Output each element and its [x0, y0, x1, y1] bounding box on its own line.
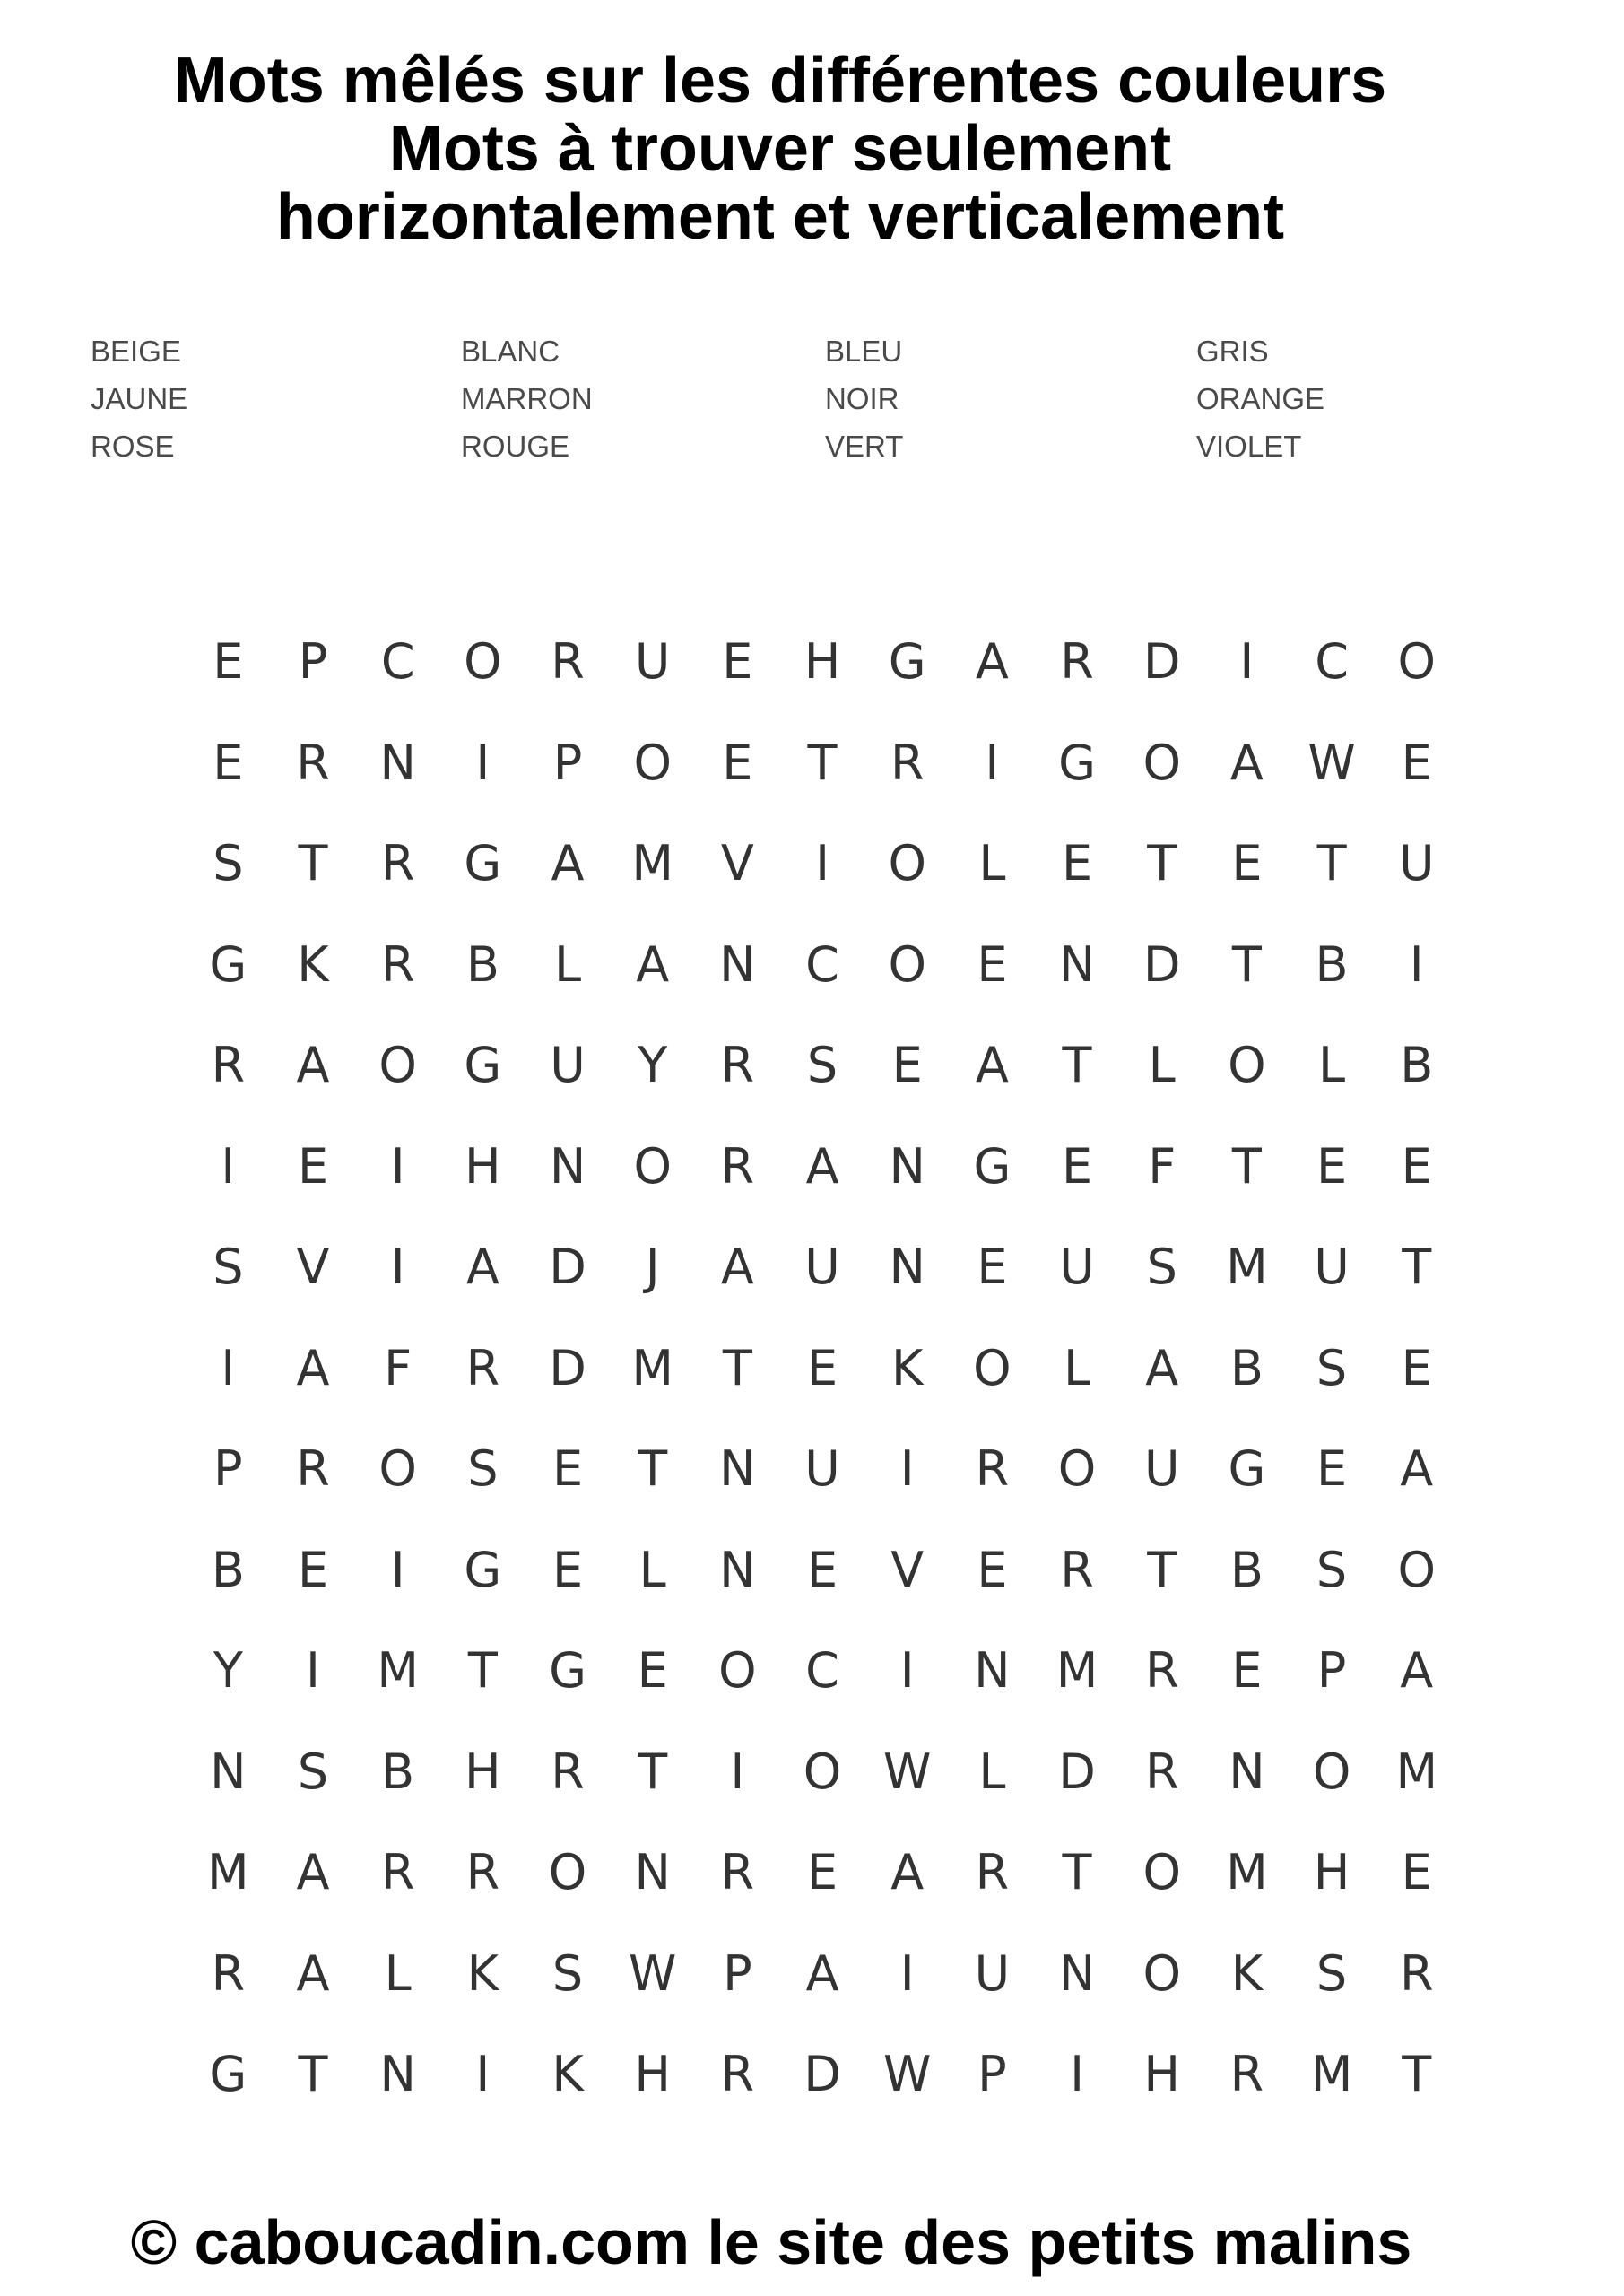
grid-letter: K	[891, 1339, 924, 1396]
grid-letter: T	[1231, 1137, 1262, 1195]
grid-letter: N	[1229, 1743, 1265, 1800]
word-item: VERT	[825, 430, 904, 463]
grid-letter: H	[634, 2046, 671, 2102]
grid-letter: P	[552, 734, 583, 791]
grid-letter: R	[551, 1743, 585, 1800]
grid-letter: T	[1062, 1037, 1092, 1093]
grid-letter: N	[1058, 1944, 1096, 2002]
grid-letter: T	[1147, 1541, 1177, 1598]
grid-row	[186, 635, 1459, 736]
grid-letter: E	[637, 1642, 668, 1699]
grid-letter: L	[384, 1944, 412, 2002]
word-list-column-3	[825, 327, 903, 470]
title-line-2: Mots à trouver seulement	[388, 113, 1172, 185]
grid-letter: U	[1143, 1440, 1180, 1497]
grid-letter: D	[1142, 633, 1181, 690]
grid-letter: E	[806, 1339, 838, 1396]
grid-letter: C	[380, 633, 415, 690]
grid-letter: I	[899, 1944, 915, 2002]
grid-letter: E	[1061, 1137, 1093, 1195]
grid-letter: G	[209, 2046, 248, 2102]
grid-letter: A	[890, 1844, 925, 1900]
grid-letter: D	[1142, 935, 1181, 993]
word-item: BLANC	[461, 335, 560, 368]
word-item: MARRON	[461, 382, 593, 415]
grid-letter: I	[221, 1137, 236, 1195]
grid-letter: R	[1060, 1541, 1094, 1598]
grid-letter: D	[803, 2046, 841, 2102]
word-item: VIOLET	[1196, 430, 1302, 463]
grid-letter: E	[213, 734, 244, 791]
grid-letter: O	[888, 935, 926, 993]
title-line-3: horizontalement et verticalement	[275, 181, 1285, 253]
grid-letter: O	[548, 1844, 587, 1900]
grid-letter: E	[1061, 835, 1093, 891]
grid-letter: E	[1401, 1137, 1432, 1195]
grid-letter: P	[213, 1440, 243, 1497]
grid-row	[186, 736, 1459, 838]
grid-row	[186, 935, 1459, 1039]
grid-letter: L	[553, 935, 582, 993]
grid-letter: E	[551, 1541, 584, 1598]
word-item: JAUNE	[91, 382, 188, 415]
grid-letter: S	[551, 1944, 584, 2002]
grid-letter: E	[1231, 835, 1263, 891]
grid-letter: A	[296, 1037, 330, 1093]
grid-letter: N	[974, 1642, 1011, 1699]
grid-row	[186, 1137, 1459, 1241]
grid-letter: W	[1307, 734, 1356, 791]
grid-letter: R	[465, 1339, 500, 1396]
grid-letter: I	[899, 1440, 915, 1497]
grid-letter: H	[465, 1137, 501, 1195]
grid-letter: W	[628, 1944, 677, 2002]
grid-letter: A	[805, 1944, 839, 2002]
grid-letter: O	[1142, 1944, 1181, 2002]
grid-letter: Y	[638, 1037, 668, 1093]
grid-letter: O	[1397, 633, 1436, 690]
grid-letter: B	[465, 935, 499, 993]
grid-letter: T	[722, 1339, 752, 1396]
grid-row	[186, 837, 1459, 938]
grid-letter: R	[1060, 633, 1094, 690]
word-list-column-1	[91, 327, 187, 470]
grid-letter: S	[1316, 1944, 1348, 2002]
grid-letter: R	[1144, 1642, 1179, 1699]
grid-letter: H	[465, 1743, 501, 1800]
grid-letter: U	[974, 1944, 1011, 2002]
grid-letter: H	[803, 633, 841, 690]
grid-letter: O	[633, 734, 672, 791]
grid-letter: A	[1229, 734, 1264, 791]
grid-letter: N	[379, 2046, 416, 2102]
grid-letter: I	[306, 1642, 320, 1699]
grid-letter: W	[883, 2046, 932, 2102]
grid-letter: R	[296, 734, 330, 791]
grid-letter: K	[297, 935, 329, 993]
grid-letter: G	[549, 1642, 586, 1699]
grid-letter: N	[719, 935, 756, 993]
grid-letter: R	[380, 1844, 415, 1900]
grid-letter: U	[634, 633, 671, 690]
grid-letter: G	[1058, 734, 1096, 791]
grid-letter: G	[209, 935, 248, 993]
grid-letter: T	[1402, 1239, 1432, 1295]
grid-letter: R	[211, 1944, 246, 2002]
grid-letter: A	[1145, 1339, 1179, 1396]
grid-letter: L	[978, 1743, 1006, 1800]
grid-row	[186, 1846, 1459, 1947]
grid-letter: M	[631, 835, 673, 891]
grid-letter: T	[298, 2046, 328, 2102]
grid-letter: E	[1316, 1440, 1348, 1497]
grid-letter: C	[1315, 633, 1349, 690]
grid-letter: R	[211, 1037, 246, 1093]
grid-letter: E	[1231, 1642, 1263, 1699]
word-item: ROUGE	[461, 430, 570, 463]
grid-letter: P	[298, 633, 328, 690]
grid-letter: F	[384, 1339, 413, 1396]
grid-letter: U	[1059, 1239, 1095, 1295]
grid-letter: O	[718, 1642, 757, 1699]
grid-letter: G	[464, 1037, 502, 1093]
grid-letter: A	[720, 1239, 754, 1295]
grid-letter: R	[720, 1137, 755, 1195]
grid-letter: B	[1400, 1037, 1434, 1093]
word-item: NOIR	[825, 382, 899, 415]
grid-letter: W	[883, 1743, 932, 1800]
grid-letter: O	[973, 1339, 1012, 1396]
grid-letter: E	[1401, 1339, 1432, 1396]
grid-letter: H	[1143, 2046, 1181, 2102]
grid-letter: U	[804, 1440, 840, 1497]
word-item: BEIGE	[91, 335, 181, 368]
grid-letter: M	[1055, 1642, 1099, 1699]
grid-letter: E	[297, 1137, 329, 1195]
grid-letter: V	[720, 835, 754, 891]
grid-letter: T	[467, 1642, 498, 1699]
grid-letter: S	[213, 1239, 244, 1295]
grid-letter: O	[803, 1743, 842, 1800]
grid-letter: I	[1070, 2046, 1085, 2102]
grid-letter: R	[890, 734, 925, 791]
grid-letter: I	[899, 1642, 915, 1699]
grid-letter: M	[1226, 1239, 1268, 1295]
grid-letter: O	[1228, 1037, 1266, 1093]
grid-letter: M	[377, 1642, 419, 1699]
grid-letter: I	[221, 1339, 236, 1396]
grid-letter: N	[634, 1844, 671, 1900]
grid-letter: M	[207, 1844, 249, 1900]
grid-letter: R	[975, 1844, 1010, 1900]
grid-letter: R	[1229, 2046, 1264, 2102]
grid-letter: I	[390, 1137, 405, 1195]
grid-row	[186, 1944, 1459, 2048]
grid-letter: G	[973, 1137, 1012, 1195]
word-list-column-2	[461, 327, 593, 470]
grid-letter: P	[977, 2046, 1007, 2102]
grid-letter: B	[381, 1743, 415, 1800]
grid-letter: T	[1062, 1844, 1092, 1900]
copyright-footer: © caboucadin.com le site des petits malins	[130, 2207, 1412, 2277]
grid-letter: S	[1146, 1239, 1177, 1295]
grid-letter: E	[977, 935, 1008, 993]
grid-letter: B	[1229, 1339, 1264, 1396]
grid-letter: A	[296, 1944, 330, 2002]
grid-letter: E	[722, 734, 753, 791]
grid-letter: S	[1316, 1339, 1348, 1396]
grid-letter: M	[1310, 2046, 1353, 2102]
grid-row	[186, 1745, 1459, 1847]
grid-letter: S	[467, 1440, 499, 1497]
grid-letter: E	[891, 1037, 923, 1093]
grid-letter: A	[551, 835, 585, 891]
grid-letter: P	[723, 1944, 752, 2002]
grid-letter: T	[638, 1743, 668, 1800]
grid-letter: T	[1147, 835, 1177, 891]
grid-letter: E	[1316, 1137, 1348, 1195]
grid-letter: A	[296, 1844, 330, 1900]
grid-letter: E	[806, 1844, 838, 1900]
grid-letter: M	[631, 1339, 673, 1396]
grid-letter: E	[977, 1239, 1008, 1295]
grid-letter: S	[1316, 1541, 1348, 1598]
grid-letter: E	[806, 1541, 838, 1598]
grid-letter: L	[1064, 1339, 1091, 1396]
grid-letter: C	[805, 935, 839, 993]
grid-letter: E	[1401, 734, 1432, 791]
grid-letter: R	[296, 1440, 330, 1497]
grid-letter: U	[1398, 835, 1435, 891]
grid-letter: A	[1400, 1440, 1434, 1497]
grid-letter: K	[1230, 1944, 1264, 2002]
grid-letter: N	[889, 1137, 925, 1195]
grid-row	[186, 1039, 1459, 1140]
grid-letter: T	[1231, 935, 1262, 993]
word-item: ORANGE	[1196, 382, 1325, 415]
grid-letter: R	[465, 1844, 500, 1900]
grid-letter: Y	[213, 1642, 243, 1699]
grid-letter: O	[1397, 1541, 1436, 1598]
grid-letter: U	[550, 1037, 586, 1093]
grid-letter: S	[297, 1743, 329, 1800]
grid-letter: K	[551, 2046, 584, 2102]
grid-letter: R	[720, 2046, 755, 2102]
grid-letter: N	[379, 734, 416, 791]
grid-row	[186, 2048, 1459, 2149]
grid-letter: R	[1144, 1743, 1179, 1800]
grid-letter: G	[1228, 1440, 1266, 1497]
grid-letter: B	[211, 1541, 245, 1598]
grid-letter: N	[210, 1743, 247, 1800]
grid-letter: A	[1400, 1642, 1434, 1699]
grid-letter: E	[977, 1541, 1008, 1598]
grid-letter: A	[805, 1137, 839, 1195]
grid-letter: S	[213, 835, 244, 891]
grid-letter: G	[464, 1541, 502, 1598]
grid-row	[186, 1240, 1459, 1342]
grid-letter: U	[1314, 1239, 1350, 1295]
grid-letter: O	[378, 1037, 417, 1093]
grid-letter: V	[890, 1541, 925, 1598]
grid-letter: O	[1142, 1844, 1181, 1900]
grid-letter: R	[975, 1440, 1010, 1497]
grid-letter: A	[975, 633, 1009, 690]
grid-letter: C	[805, 1642, 839, 1699]
word-list-column-4	[1196, 327, 1324, 470]
grid-letter: O	[378, 1440, 417, 1497]
grid-letter: I	[1239, 633, 1255, 690]
grid-letter: I	[475, 2046, 491, 2102]
grid-letter: T	[807, 734, 838, 791]
grid-letter: I	[730, 1743, 745, 1800]
word-item: BLEU	[825, 335, 903, 368]
grid-letter: D	[1058, 1743, 1096, 1800]
grid-letter: R	[1399, 1944, 1434, 2002]
grid-letter: F	[1148, 1137, 1177, 1195]
grid-letter: I	[475, 734, 491, 791]
grid-letter: I	[985, 734, 1000, 791]
grid-letter: N	[549, 1137, 586, 1195]
grid-row	[186, 1339, 1459, 1443]
grid-letter: T	[298, 835, 328, 891]
grid-letter: E	[1401, 1844, 1432, 1900]
grid-letter: N	[719, 1541, 756, 1598]
grid-letter: J	[645, 1239, 660, 1295]
page-title	[0, 47, 1560, 251]
grid-letter: A	[296, 1339, 330, 1396]
grid-letter: A	[975, 1037, 1009, 1093]
grid-letter: T	[638, 1440, 668, 1497]
grid-letter: E	[551, 1440, 584, 1497]
grid-letter: G	[464, 835, 502, 891]
word-item: ROSE	[91, 430, 175, 463]
grid-letter: I	[815, 835, 829, 891]
grid-letter: R	[551, 633, 585, 690]
grid-letter: L	[1318, 1037, 1346, 1093]
grid-letter: U	[804, 1239, 840, 1295]
grid-letter: K	[466, 1944, 499, 2002]
grid-letter: O	[633, 1137, 672, 1195]
grid-letter: I	[1409, 935, 1424, 993]
grid-letter: N	[889, 1239, 925, 1295]
grid-letter: E	[297, 1541, 329, 1598]
grid-letter: R	[380, 835, 415, 891]
grid-letter: P	[1316, 1642, 1347, 1699]
grid-letter: N	[719, 1440, 756, 1497]
grid-letter: L	[978, 835, 1006, 891]
grid-letter: I	[390, 1239, 405, 1295]
grid-letter: L	[638, 1541, 666, 1598]
grid-letter: E	[213, 633, 244, 690]
grid-letter: I	[390, 1541, 405, 1598]
grid-letter: O	[1142, 734, 1181, 791]
grid-letter: E	[722, 633, 753, 690]
grid-letter: O	[888, 835, 926, 891]
grid-letter: D	[549, 1239, 586, 1295]
grid-letter: R	[720, 1037, 755, 1093]
word-list	[0, 327, 1624, 471]
grid-letter: R	[380, 935, 415, 993]
grid-letter: A	[636, 935, 670, 993]
grid-letter: G	[888, 633, 926, 690]
grid-letter: B	[1315, 935, 1349, 993]
grid-letter: O	[1312, 1743, 1351, 1800]
title-line-1: Mots mêlés sur les différentes couleurs	[173, 45, 1387, 117]
grid-letter: L	[1148, 1037, 1176, 1093]
grid-row	[186, 1541, 1459, 1645]
grid-letter: M	[1395, 1743, 1438, 1800]
grid-letter: M	[1226, 1844, 1268, 1900]
grid-letter: A	[465, 1239, 499, 1295]
letter-grid	[186, 635, 1459, 2149]
grid-letter: S	[806, 1037, 838, 1093]
grid-letter: O	[1057, 1440, 1097, 1497]
grid-row	[186, 1644, 1459, 1745]
word-item: GRIS	[1196, 335, 1269, 368]
grid-letter: T	[1316, 835, 1347, 891]
grid-letter: B	[1229, 1541, 1264, 1598]
grid-letter: R	[720, 1844, 755, 1900]
grid-row	[186, 1442, 1459, 1544]
grid-letter: V	[296, 1239, 330, 1295]
grid-letter: D	[549, 1339, 586, 1396]
grid-letter: T	[1402, 2046, 1432, 2102]
grid-letter: O	[464, 633, 502, 690]
grid-letter: H	[1313, 1844, 1350, 1900]
grid-letter: N	[1058, 935, 1096, 993]
